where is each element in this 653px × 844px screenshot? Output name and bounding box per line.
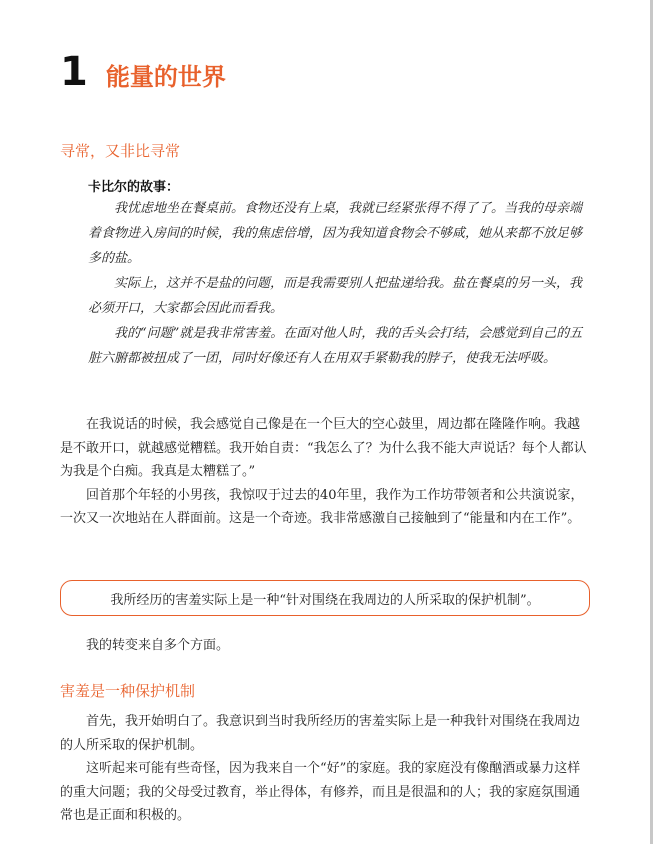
body-paragraph: 首先，我开始明白了。我意识到当时我所经历的害羞实际上是一种我针对围绕在我周边的人所采取的保护机制。 (60, 714, 581, 753)
section-heading-1: 寻常，又非比寻常 (60, 142, 181, 160)
body-paragraph: 在我说话的时候，我会感觉自己像是在一个巨大的空心鼓里，周边都在隆隆作响。我越是不敢开口，就越感觉糟糕。我开始自责：“我怎么了？为什么我不能大声说话？每个人都认为我是个白痴。我真是太糟糕了。” (60, 417, 587, 479)
story-label: 卡比尔的故事： (88, 180, 180, 195)
story-paragraph: 实际上，这并不是盐的问题，而是我需要别人把盐递给我。盐在餐桌的另一头，我必须开口，大家都会因此而看我。 (88, 276, 583, 316)
body-paragraph: 这听起来可能有些奇怪，因为我来自一个“好”的家庭。我的家庭没有像酗酒或暴力这样的重大问题；我的父母受过教育，举止得体，有修养，而且是很温和的人；我的家庭氛围通常也是正面和积极的。 (60, 761, 581, 823)
closing-block (60, 634, 592, 658)
closing-paragraph: 我的转变来自多个方面。 (86, 638, 230, 653)
body-block-1 (60, 413, 592, 531)
story-paragraph: 我忧虑地坐在餐桌前。食物还没有上桌，我就已经紧张得不得了了。当我的母亲端着食物进入房间的时候，我的焦虑倍增，因为我知道食物会不够咸，她从来都不放足够多的盐。 (88, 201, 583, 266)
chapter-header (60, 49, 226, 95)
chapter-title: 能量的世界 (105, 63, 226, 91)
body-paragraph: 回首那个年轻的小男孩，我惊叹于过去的40年里，我作为工作坊带领者和公共演说家，一次又一次地站在人群面前。这是一个奇迹。我非常感激自己接触到了“能量和内在工作”。 (60, 487, 584, 526)
story-paragraph: 我的“问题”就是我非常害羞。在面对他人时，我的舌头会打结，会感觉到自己的五脏六腑都被扭成了一团，同时好像还有人在用双手紧勒我的脖子，使我无法呼吸。 (88, 326, 583, 366)
body-block-2 (60, 710, 592, 828)
story-block (88, 196, 593, 371)
section-heading-2: 害羞是一种保护机制 (60, 682, 196, 700)
chapter-number: 1 (60, 49, 88, 95)
callout-box: 我所经历的害羞实际上是一种“针对围绕在我周边的人所采取的保护机制”。 (60, 580, 590, 616)
